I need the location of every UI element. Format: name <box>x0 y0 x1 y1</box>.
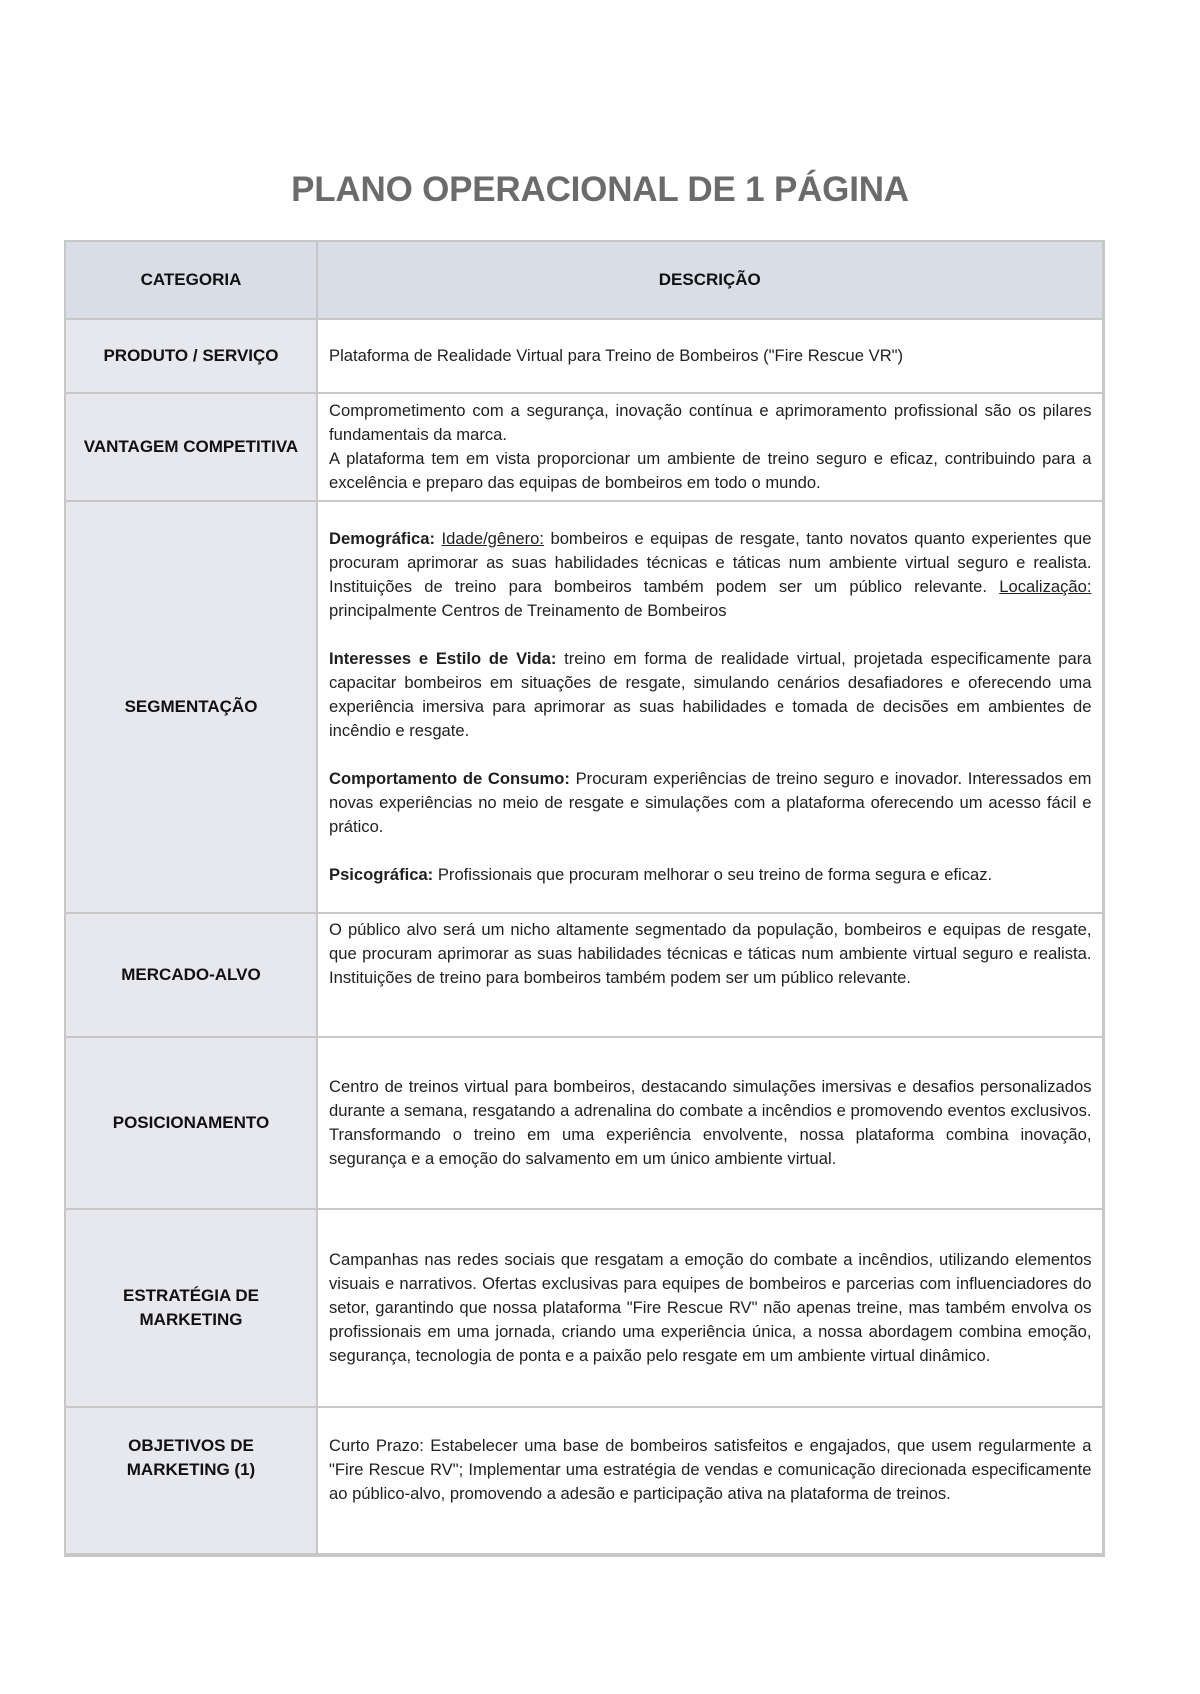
table-row-mercado <box>65 913 1103 1037</box>
interesses-text: treino em forma de realidade virtual, projetada especificamente para capacitar bombeiros em situações de resgate, simulando cenários desafiadores e oferecendo uma experiência imersiva para aprimorar as suas habilidades e tomada de decisões em ambientes de incêndio e resgate. <box>329 649 1092 740</box>
localizacao-label: Localização: <box>999 577 1092 596</box>
category-posicionamento: POSICIONAMENTO <box>65 1037 317 1209</box>
description-objetivos-marketing: Curto Prazo: Estabelecer uma base de bombeiros satisfeitos e engajados, que usem regularmente a "Fire Rescue RV"; Implementar uma estratégia de vendas e comunicação direcionada especificamente ao público-alvo, promovendo a adesão e participação ativa na plataforma de treinos. <box>317 1407 1103 1555</box>
interesses-label: Interesses e Estilo de Vida: <box>329 649 557 668</box>
idade-genero-label: Idade/gênero: <box>441 529 544 548</box>
vantagem-paragraph-1: Comprometimento com a segurança, inovação contínua e aprimoramento profissional são os pilares fundamentais da marca. <box>329 401 1092 444</box>
description-vantagem-competitiva <box>317 393 1103 501</box>
vantagem-paragraph-2: A plataforma tem em vista proporcionar um ambiente de treino seguro e eficaz, contribuindo para a excelência e preparo das equipas de bombeiros em todo o mundo. <box>329 449 1092 492</box>
objetivos-label-line-2: MARKETING (1) <box>126 1460 256 1479</box>
description-produto-servico: Plataforma de Realidade Virtual para Treino de Bombeiros ("Fire Rescue VR") <box>317 319 1103 393</box>
objetivos-label-line-1: OBJETIVOS DE <box>128 1436 254 1455</box>
psicografica-text: Profissionais que procuram melhorar o seu treino de forma segura e eficaz. <box>437 865 993 884</box>
operational-plan-table <box>64 240 1105 1557</box>
column-header-descricao: DESCRIÇÃO <box>317 241 1103 319</box>
category-mercado-alvo: MERCADO-ALVO <box>65 913 317 1037</box>
description-estrategia-marketing: Campanhas nas redes sociais que resgatam a emoção do combate a incêndios, utilizando elementos visuais e narrativos. Ofertas exclusivas para equipes de bombeiros e parcerias com influenciadores do setor, garantindo que nossa plataforma "Fire Rescue RV" não apenas treine, mas também envolva os profissionais em uma jornada, criando uma experiência única, a nossa abordagem combina emoção, segurança, tecnologia de ponta e a paixão pelo resgate em um ambiente virtual dinâmico. <box>317 1209 1103 1407</box>
paragraph-spacer <box>329 839 1092 863</box>
category-objetivos-marketing <box>65 1407 317 1555</box>
category-estrategia-marketing <box>65 1209 317 1407</box>
table-row-vantagem <box>65 393 1103 501</box>
idade-genero-text: bombeiros e equipas de resgate, tanto novatos quanto experientes que procuram aprimorar as suas habilidades técnicas e táticas num ambiente virtual seguro e realista. Instituições de treino para bombeiros também podem ser um público relevante. <box>329 529 1092 596</box>
comportamento-label: Comportamento de Consumo: <box>329 769 570 788</box>
paragraph-spacer <box>329 743 1092 767</box>
segmentacao-psicografica <box>329 863 1092 887</box>
category-vantagem-competitiva: VANTAGEM COMPETITIVA <box>65 393 317 501</box>
segmentacao-demografica <box>329 527 1092 623</box>
comportamento-text: Procuram experiências de treino seguro e inovador. Interessados em novas experiências no meio de resgate e simulações com a plataforma oferecendo um acesso fácil e prático. <box>329 769 1092 836</box>
localizacao-text: principalmente Centros de Treinamento de Bombeiros <box>329 601 727 620</box>
category-produto-servico: PRODUTO / SERVIÇO <box>65 319 317 393</box>
psicografica-label: Psicográfica: <box>329 865 434 884</box>
description-mercado-alvo: O público alvo será um nicho altamente segmentado da população, bombeiros e equipas de resgate, que procuram aprimorar as suas habilidades técnicas e táticas num ambiente virtual seguro e realista. Instituições de treino para bombeiros também podem ser um público relevante. <box>317 913 1103 1037</box>
estrategia-label-line-2: MARKETING <box>139 1310 243 1329</box>
segmentacao-comportamento <box>329 767 1092 839</box>
segmentacao-interesses <box>329 647 1092 743</box>
estrategia-label-line-1: ESTRATÉGIA DE <box>122 1286 259 1305</box>
paragraph-spacer <box>329 623 1092 647</box>
table-row-posicionamento <box>65 1037 1103 1209</box>
column-header-categoria: CATEGORIA <box>65 241 317 319</box>
table-header-row <box>65 241 1103 319</box>
description-segmentacao <box>317 501 1103 913</box>
demografica-label: Demográfica: <box>329 529 436 548</box>
table-row-estrategia <box>65 1209 1103 1407</box>
table-row-segmentacao <box>65 501 1103 913</box>
table-row-objetivos <box>65 1407 1103 1555</box>
category-segmentacao: SEGMENTAÇÃO <box>65 501 317 913</box>
table-row-produto <box>65 319 1103 393</box>
page-title: PLANO OPERACIONAL DE 1 PÁGINA <box>291 170 909 209</box>
description-posicionamento: Centro de treinos virtual para bombeiros, destacando simulações imersivas e desafios personalizados durante a semana, resgatando a adrenalina do combate a incêndios e promovendo eventos exclusivos. Transformando o treino em uma experiência envolvente, nossa plataforma combina inovação, segurança e a emoção do salvamento em um único ambiente virtual. <box>317 1037 1103 1209</box>
